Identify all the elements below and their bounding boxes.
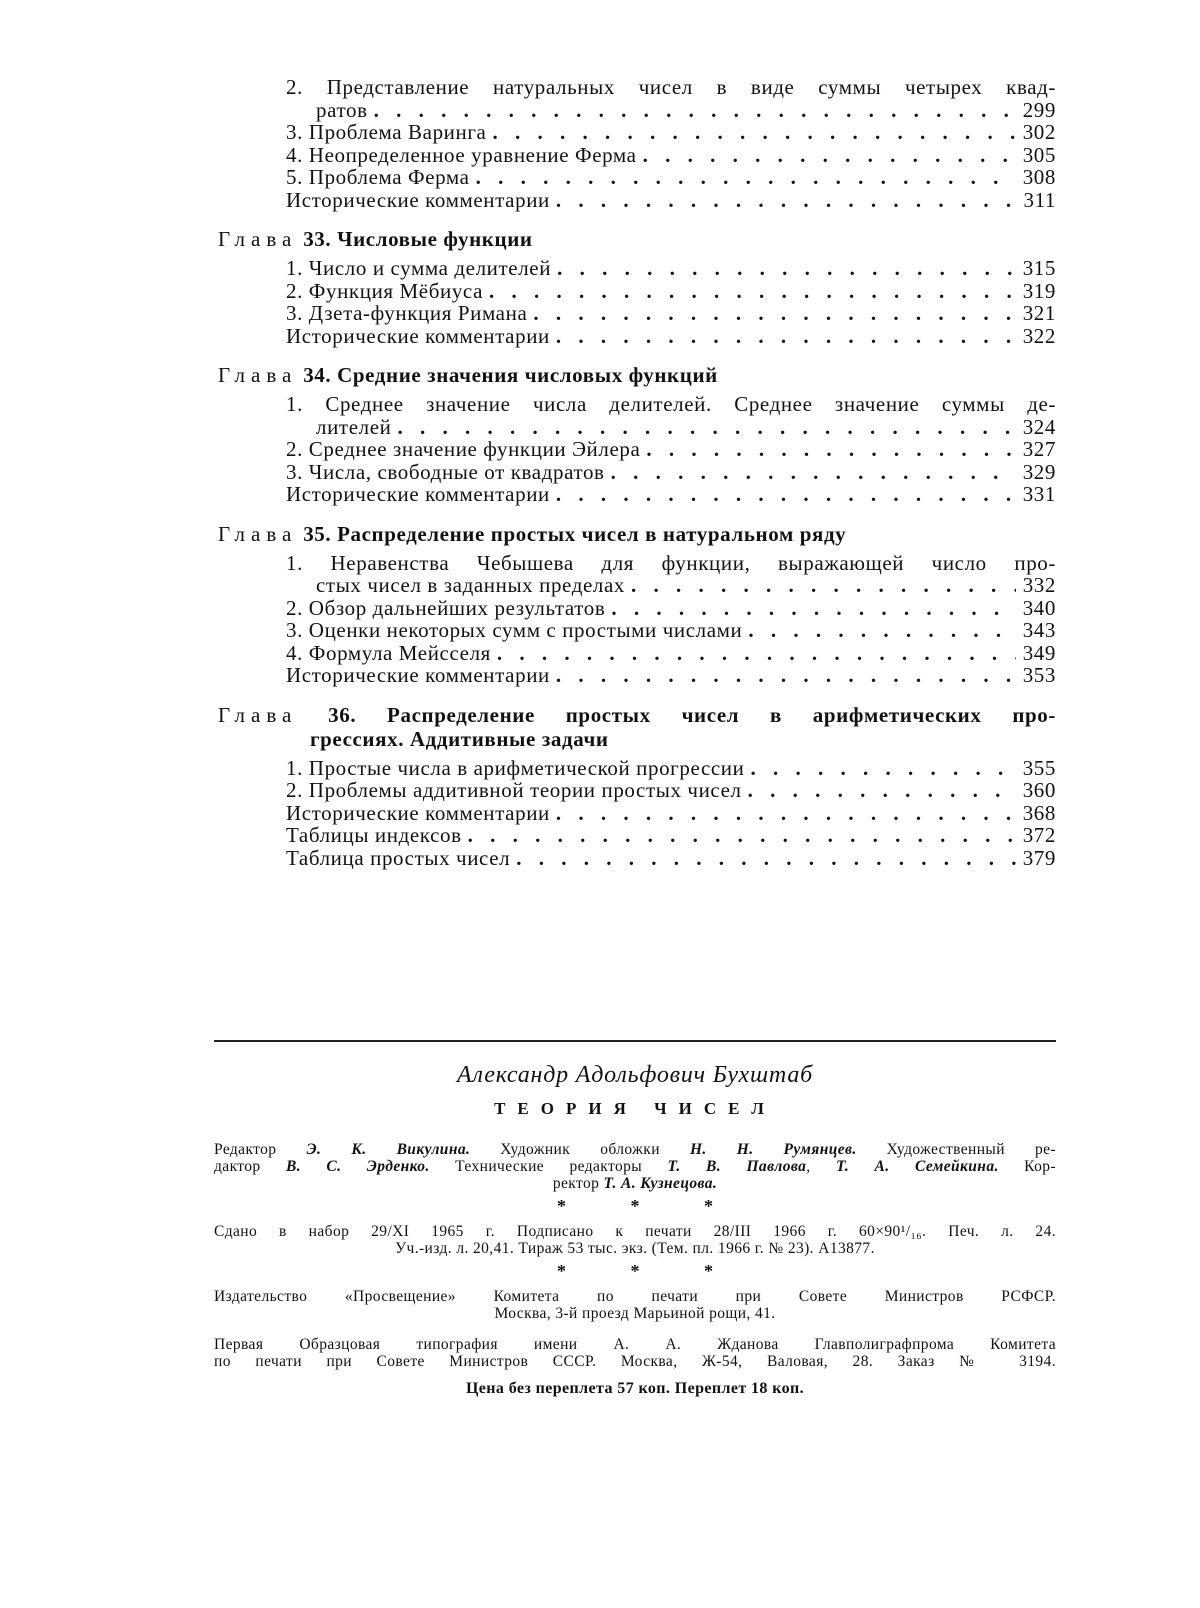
leader-dots <box>750 757 1016 780</box>
editors-line-3: ректор Т. А. Кузнецова. <box>214 1175 1056 1192</box>
toc-page-number: 360 <box>1022 779 1056 802</box>
separator-stars: * * * <box>244 1196 1056 1217</box>
printer-line-2: по печати при Совете Министров СССР. Москва, Ж-54, Валовая, 28. Заказ № 3194. <box>214 1353 1056 1370</box>
toc-entry-label: 2. Функция Мёбиуса <box>286 280 483 303</box>
publisher-line-2: Москва, 3-й проезд Марьиной рощи, 41. <box>214 1305 1056 1322</box>
toc-page-number: 355 <box>1022 757 1056 780</box>
toc-entry-label: Исторические комментарии <box>286 325 550 348</box>
toc-entry-label-line1: 2. Представление натуральных чисел в виде суммы четырех квад- <box>286 76 1056 99</box>
toc-page-number: 353 <box>1022 664 1056 687</box>
toc-entry-label-line2: стых чисел в заданных пределах <box>316 574 625 597</box>
toc-page-number: 321 <box>1022 302 1056 325</box>
chapter-word: Глава <box>218 227 297 251</box>
toc-entry-label-line2: ратов <box>316 99 368 122</box>
toc-entry <box>218 619 1056 642</box>
chapter-title: 33. Числовые функции <box>303 227 532 251</box>
book-title: ТЕОРИЯ ЧИСЕЛ <box>214 1099 1056 1119</box>
toc-page-number: 311 <box>1022 189 1056 212</box>
leader-dots <box>374 99 1016 122</box>
toc-page-number: 349 <box>1022 642 1056 665</box>
toc-entry <box>218 166 1056 189</box>
toc-page-number: 302 <box>1022 121 1056 144</box>
toc-entry-label: Исторические комментарии <box>286 189 550 212</box>
leader-dots <box>497 642 1016 665</box>
toc-entry-label: 3. Проблема Варинга <box>286 121 486 144</box>
leader-dots <box>611 461 1016 484</box>
leader-dots <box>748 779 1016 802</box>
leader-dots <box>748 619 1016 642</box>
toc-page-number: 379 <box>1022 847 1056 870</box>
print-info-line-1: Сдано в набор 29/XI 1965 г. Подписано к печати 28/III 1966 г. 60×90¹/₁₆. Печ. л. 24. <box>214 1223 1056 1240</box>
chapter-title-line1 <box>218 703 1056 727</box>
leader-dots <box>468 824 1016 847</box>
toc-entry-label: 4. Неопределенное уравнение Ферма <box>286 144 637 167</box>
toc-entry-label: 1. Простые числа в арифметической прогрессии <box>286 757 744 780</box>
toc-entry <box>218 779 1056 802</box>
toc-entry-label: 2. Проблемы аддитивной теории простых чисел <box>286 779 742 802</box>
toc-entry-label: 2. Среднее значение функции Эйлера <box>286 438 640 461</box>
chapter-title: 34. Средние значения числовых функций <box>303 363 718 387</box>
imprint-block <box>214 1062 1056 1398</box>
toc-entry-label: 3. Оценки некоторых сумм с простыми числами <box>286 619 742 642</box>
toc-page-number: 305 <box>1022 144 1056 167</box>
chapter-word: Глава <box>218 363 297 387</box>
leader-dots <box>556 325 1016 348</box>
toc-entry-label-line1: 1. Неравенства Чебышева для функции, выражающей число про- <box>286 552 1056 575</box>
toc-entry-label: Исторические комментарии <box>286 664 550 687</box>
toc-entry <box>218 257 1056 280</box>
leader-dots <box>556 664 1016 687</box>
toc-page-number: 331 <box>1022 483 1056 506</box>
toc-entry-label: 5. Проблема Ферма <box>286 166 470 189</box>
toc-page-number: 322 <box>1022 325 1056 348</box>
toc-entry <box>218 597 1056 620</box>
toc-entry-label: 3. Дзета-функция Римана <box>286 302 527 325</box>
toc-entry <box>218 393 1056 438</box>
toc-entry-label: Исторические комментарии <box>286 802 550 825</box>
leader-dots <box>631 574 1016 597</box>
chapter-word: Глава <box>218 703 297 727</box>
toc-entry-label: 2. Обзор дальнейших результатов <box>286 597 605 620</box>
leader-dots <box>611 597 1016 620</box>
toc-page-number: 324 <box>1022 416 1056 439</box>
toc-entry <box>218 302 1056 325</box>
toc-page-number: 308 <box>1022 166 1056 189</box>
toc-entry-label: 1. Число и сумма делителей <box>286 257 551 280</box>
leader-dots <box>476 166 1016 189</box>
chapter-title-line2: грессиях. Аддитивные задачи <box>218 727 1056 751</box>
leader-dots <box>556 483 1016 506</box>
toc-entry <box>218 757 1056 780</box>
leader-dots <box>516 847 1016 870</box>
chapter-heading-36 <box>218 703 1056 751</box>
price-line: Цена без переплета 57 коп. Переплет 18 коп. <box>214 1380 1056 1398</box>
publisher-line-1: Издательство «Просвещение» Комитета по печати при Совете Министров РСФСР. <box>214 1288 1056 1305</box>
toc-page-number: 329 <box>1022 461 1056 484</box>
chapter-heading-35 <box>218 522 1056 546</box>
toc-page-number: 315 <box>1022 257 1056 280</box>
toc-entry <box>218 325 1056 348</box>
toc-entry-label: Таблица простых чисел <box>286 847 510 870</box>
toc-entry <box>218 438 1056 461</box>
toc-page-number: 332 <box>1022 574 1056 597</box>
toc-entry <box>218 280 1056 303</box>
toc-entry <box>218 847 1056 870</box>
editors-line-2: дактор В. С. Эрденко. Технические редакторы Т. В. Павлова, Т. А. Семейкина. Кор- <box>214 1158 1056 1175</box>
author-name: Александр Адольфович Бухштаб <box>214 1062 1056 1089</box>
chapter-title: 36. Распределение простых чисел в арифметических про- <box>328 703 1056 727</box>
chapter-title: 35. Распределение простых чисел в натуральном ряду <box>303 522 846 546</box>
toc-entry-label: 3. Числа, свободные от квадратов <box>286 461 605 484</box>
toc-entry-label: 4. Формула Мейсселя <box>286 642 491 665</box>
chapter-heading-34 <box>218 363 1056 387</box>
toc-entry <box>218 189 1056 212</box>
toc-entry <box>218 642 1056 665</box>
toc-entry <box>218 461 1056 484</box>
leader-dots <box>492 121 1016 144</box>
toc-entry-label-line2: лителей <box>316 416 391 439</box>
toc-entry-label-line1: 1. Среднее значение числа делителей. Среднее значение суммы де- <box>286 393 1056 416</box>
leader-dots <box>489 280 1016 303</box>
printer-line-1: Первая Образцовая типография имени А. А. Жданова Главполиграфпрома Комитета <box>214 1336 1056 1353</box>
divider-rule <box>214 1040 1056 1042</box>
leader-dots <box>557 257 1016 280</box>
toc-page-number: 340 <box>1022 597 1056 620</box>
toc-entry <box>218 76 1056 121</box>
table-of-contents <box>218 76 1056 869</box>
separator-stars: * * * <box>244 1261 1056 1282</box>
leader-dots <box>397 416 1016 439</box>
toc-entry-label: Исторические комментарии <box>286 483 550 506</box>
chapter-word: Глава <box>218 522 297 546</box>
toc-page-number: 327 <box>1022 438 1056 461</box>
toc-entry <box>218 483 1056 506</box>
toc-page-number: 299 <box>1022 99 1056 122</box>
leader-dots <box>643 144 1016 167</box>
toc-entry <box>218 552 1056 597</box>
toc-entry <box>218 802 1056 825</box>
toc-entry <box>218 144 1056 167</box>
leader-dots <box>556 802 1016 825</box>
leader-dots <box>646 438 1016 461</box>
toc-entry-label: Таблицы индексов <box>286 824 462 847</box>
leader-dots <box>556 189 1016 212</box>
print-info-line-2: Уч.-изд. л. 20,41. Тираж 53 тыс. экз. (Тем. пл. 1966 г. № 23). А13877. <box>214 1240 1056 1257</box>
toc-entry <box>218 121 1056 144</box>
toc-page-number: 319 <box>1022 280 1056 303</box>
leader-dots <box>533 302 1016 325</box>
toc-page-number: 368 <box>1022 802 1056 825</box>
toc-page-number: 343 <box>1022 619 1056 642</box>
toc-entry <box>218 664 1056 687</box>
chapter-heading-33 <box>218 227 1056 251</box>
editors-line-1: Редактор Э. К. Викулина. Художник обложки Н. Н. Румянцев. Художественный ре- <box>214 1141 1056 1158</box>
toc-page-number: 372 <box>1022 824 1056 847</box>
toc-entry <box>218 824 1056 847</box>
